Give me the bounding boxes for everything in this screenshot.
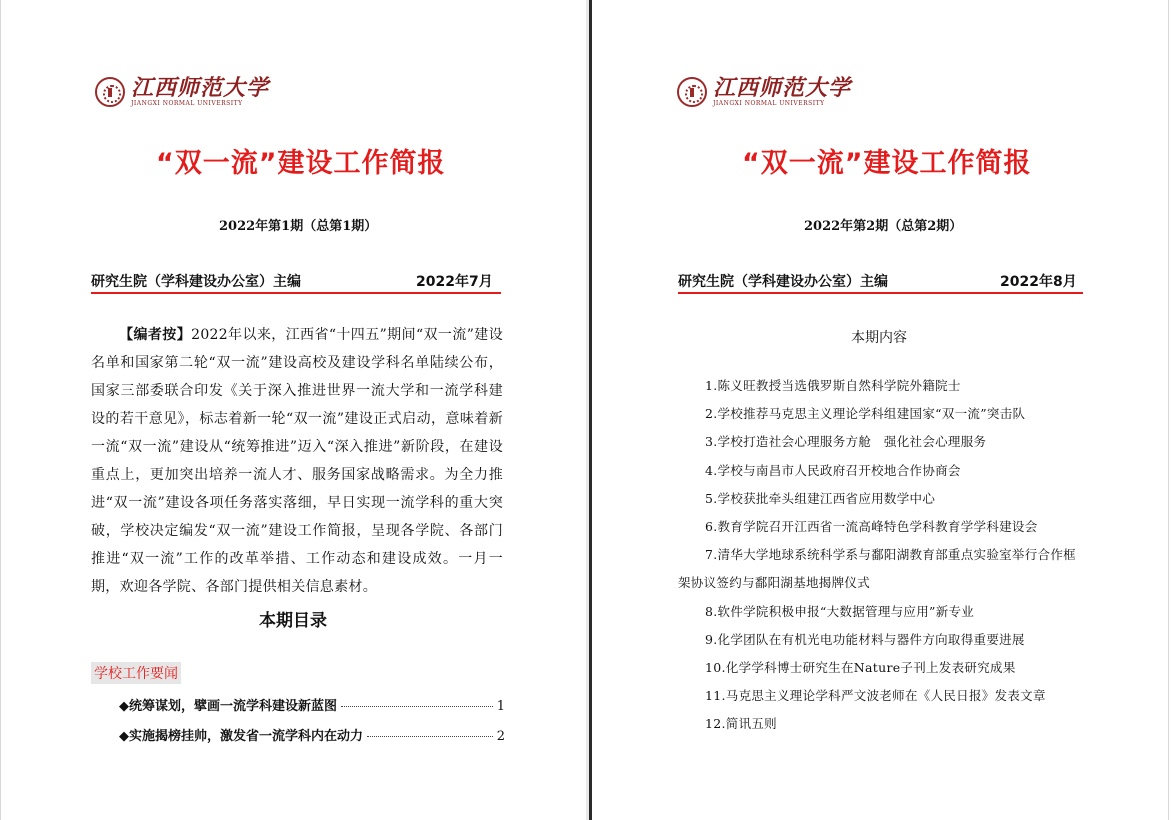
university-name-cn: 江西师范大学 <box>131 75 270 101</box>
toc-leader-dots <box>367 736 493 737</box>
editor-note <box>91 321 503 601</box>
list-item[interactable]: 12.简讯五则 <box>705 716 777 732</box>
toc-row-text: ◆实施揭榜挂帅，激发省一流学科内在动力 <box>119 729 363 744</box>
university-name-en: JIANGXI NORMAL UNIVERSITY <box>131 100 243 107</box>
contents-header: 本期内容 <box>851 330 907 346</box>
editor-note-lead: 【编者按】 <box>119 327 192 343</box>
editor-line: 研究生院（学科建设办公室）主编 <box>91 274 301 290</box>
university-logo <box>95 72 269 112</box>
list-item[interactable]: 6.教育学院召开江西省一流高峰特色学科教育学学科建设会 <box>705 519 1038 535</box>
list-item[interactable]: 10.化学学科博士研究生在Nature子刊上发表研究成果 <box>705 660 1016 676</box>
toc-row-page: 2 <box>496 729 505 744</box>
list-item[interactable]: 11.马克思主义理论学科严文波老师在《人民日报》发表文章 <box>705 688 1046 704</box>
toc-row[interactable] <box>119 725 505 744</box>
issue-number: 2022年第2期（总第2期） <box>804 219 963 234</box>
contents-list <box>678 372 1088 739</box>
list-item[interactable]: 4.学校与南昌市人民政府召开校地合作协商会 <box>705 462 961 478</box>
editor-note-body: 2022年以来，江西省“十四五”期间“双一流”建设名单和国家第二轮“双一流”建设高校及建设学科名单陆续公布，国家三部委联合印发《关于深入推进世界一流大学和一流学科建设的若干意见》，标志着新一轮“双一流”建设正式启动，意味着新一流“双一流”建设从“统筹推进”迈入“深入推进”新阶段，在建设重点上，更加突出培养一流人才、服务国家战略需求。为全力推进“双一流”建设各项任务落实落细，早日实现一流学科的重大突破，学校决定编发“双一流”建设工作简报，呈现各学院、各部门推进“双一流”工作的改革举措、工作动态和建设成效。一月一期，欢迎各学院、各部门提供相关信息素材。 <box>91 327 503 595</box>
toc-leader-dots <box>341 706 493 707</box>
toc-title: 本期目录 <box>259 611 327 631</box>
bulletin-title: “双一流”建设工作简报 <box>742 148 1032 179</box>
list-item[interactable]: 7.清华大学地球系统科学系与鄱阳湖教育部重点实验室举行合作框架协议签约与鄱阳湖基地揭牌仪式 <box>678 547 1076 591</box>
issue-date: 2022年8月 <box>1000 274 1077 290</box>
list-item[interactable]: 5.学校获批牵头组建江西省应用数学中心 <box>705 490 936 506</box>
list-item[interactable]: 3.学校打造社会心理服务方舱 强化社会心理服务 <box>705 434 987 450</box>
toc-row-text: ◆统筹谋划，擘画一流学科建设新蓝图 <box>119 699 337 714</box>
issue-date: 2022年7月 <box>416 274 493 290</box>
bulletin-title: “双一流”建设工作简报 <box>156 148 446 179</box>
header-divider <box>91 292 501 294</box>
list-item[interactable]: 2.学校推荐马克思主义理论学科组建国家“双一流”突击队 <box>705 406 1026 422</box>
university-logo <box>677 72 851 112</box>
header-divider <box>678 292 1083 294</box>
issue-number: 2022年第1期（总第1期） <box>219 219 378 234</box>
list-item[interactable]: 8.软件学院积极申报“大数据管理与应用”新专业 <box>705 603 975 619</box>
section-header-school-news: 学校工作要闻 <box>91 662 181 684</box>
university-seal-icon <box>677 77 707 107</box>
list-item[interactable]: 1.陈义旺教授当选俄罗斯自然科学院外籍院士 <box>705 378 961 393</box>
list-item[interactable]: 9.化学团队在有机光电功能材料与器件方向取得重要进展 <box>705 631 1025 647</box>
university-seal-icon <box>95 77 125 107</box>
toc-row-page: 1 <box>496 699 505 714</box>
university-name-cn: 江西师范大学 <box>713 75 852 101</box>
university-name-en: JIANGXI NORMAL UNIVERSITY <box>713 100 825 107</box>
editor-line: 研究生院（学科建设办公室）主编 <box>678 274 888 290</box>
toc-row[interactable] <box>119 695 505 714</box>
